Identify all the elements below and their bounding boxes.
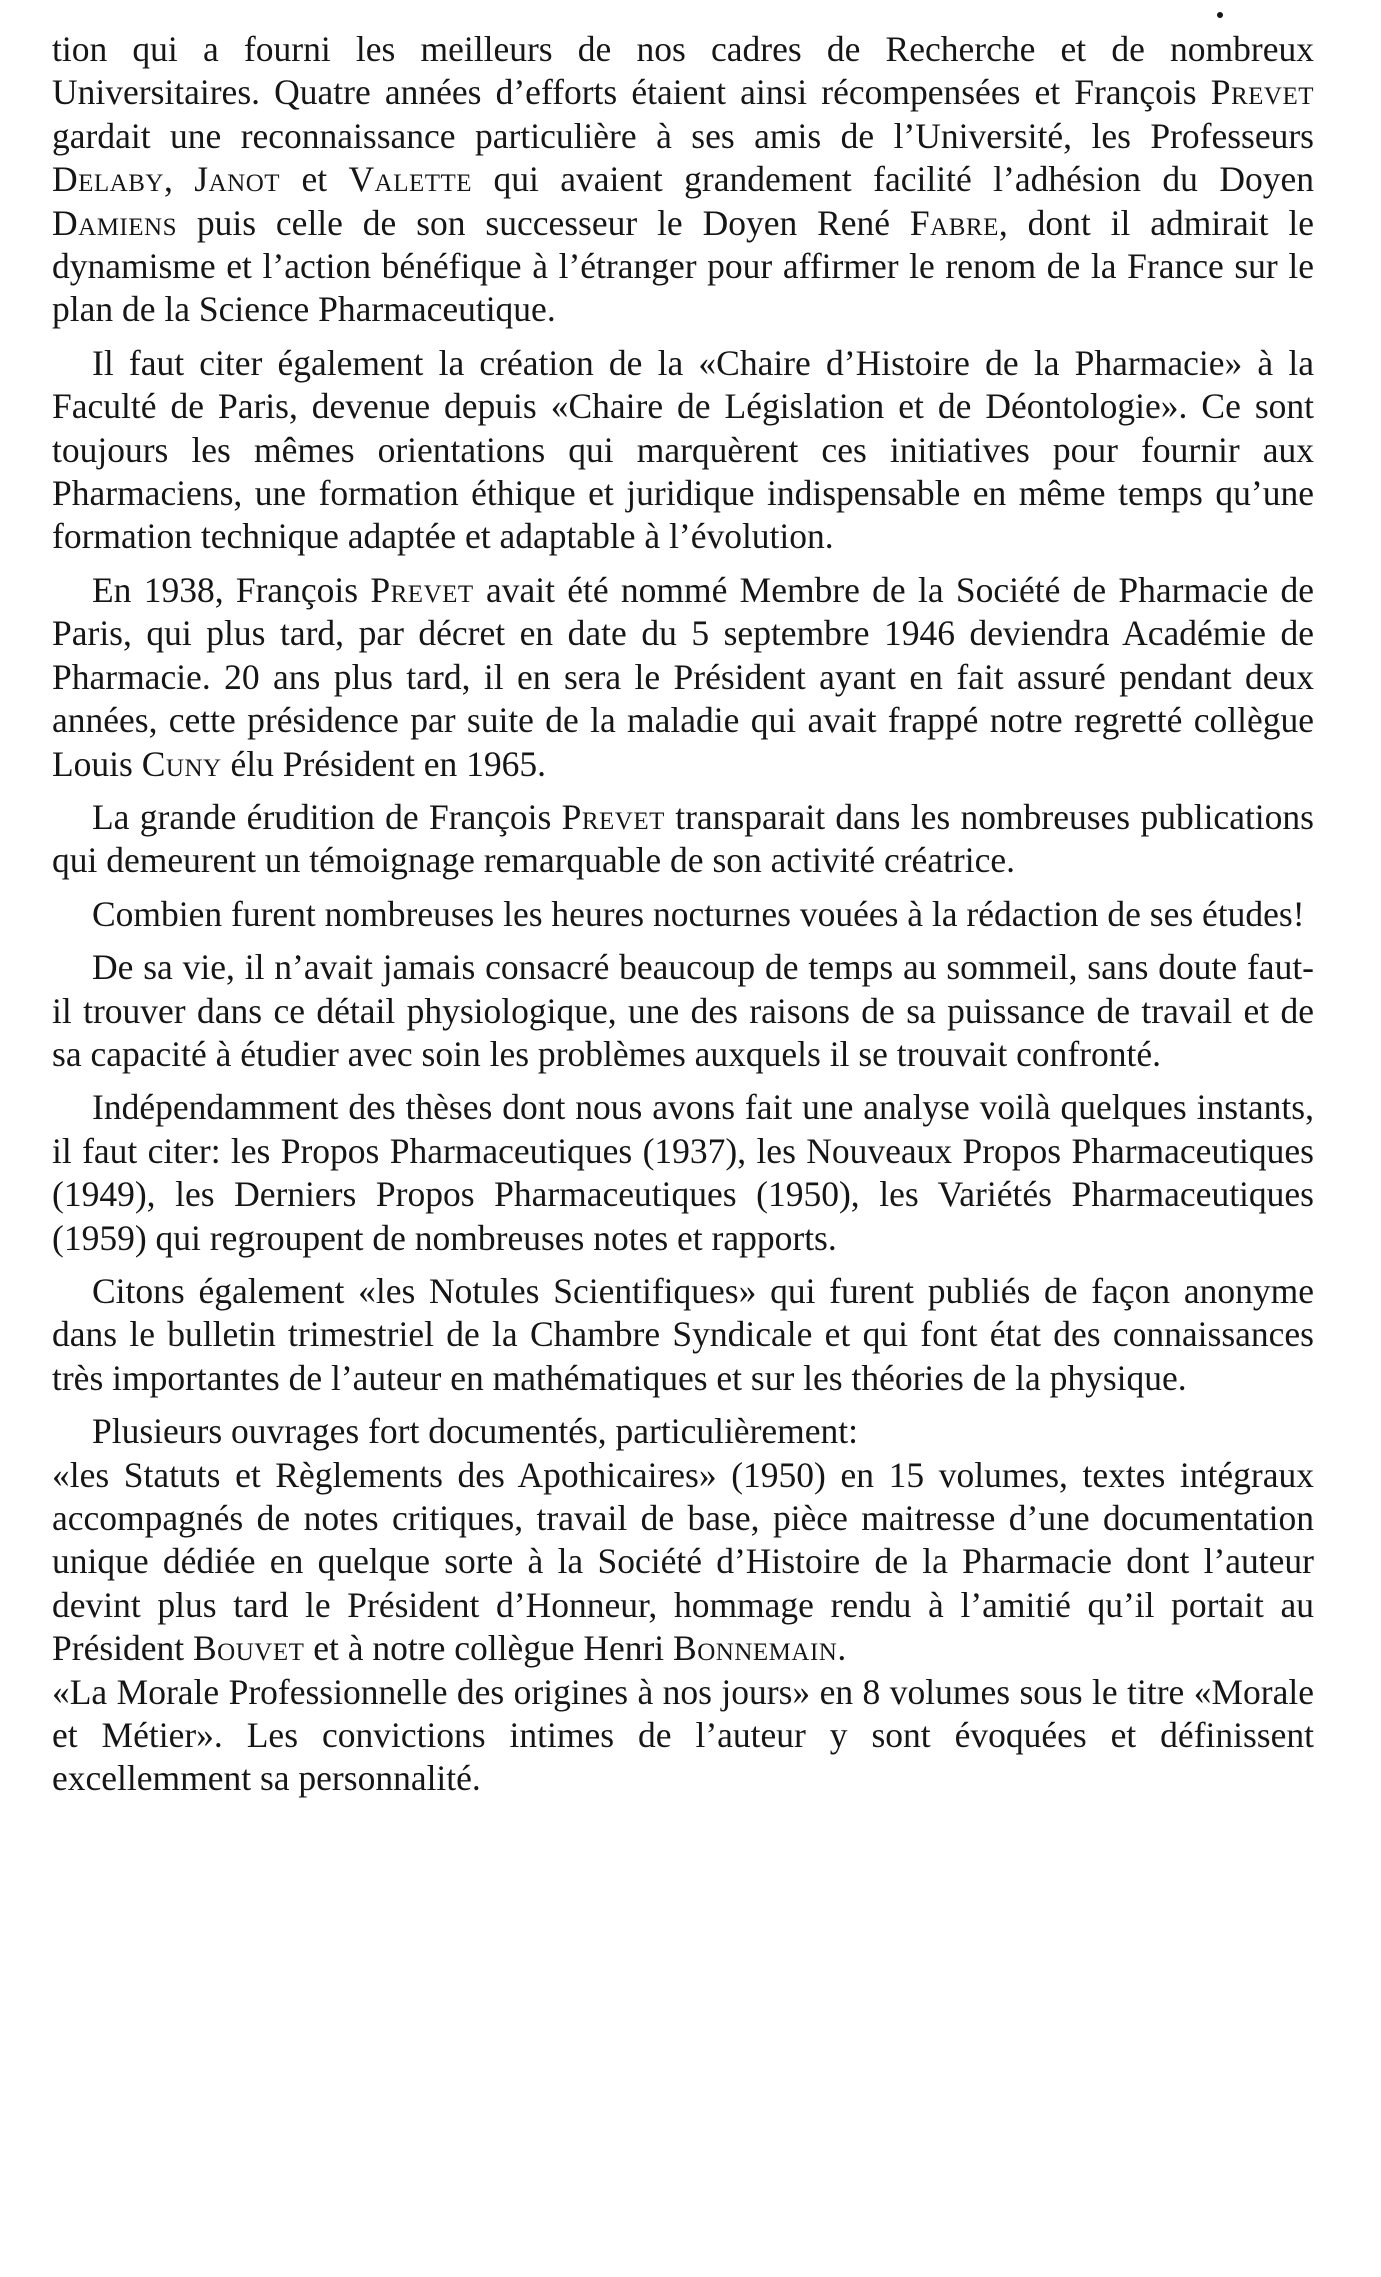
surname: Cuny — [141, 743, 222, 784]
paragraph-3 — [52, 569, 1314, 786]
paragraph-4 — [52, 796, 1314, 883]
surname: Delaby — [52, 159, 164, 200]
surname: Prevet — [370, 569, 474, 610]
segment: , dont il admirait le dynamisme et l’action bénéfique à l’étranger pour affirmer le renom de la France sur le plan de la Science Pharmaceutique. — [52, 202, 1314, 330]
segment: élu Président en 1965. — [221, 743, 546, 784]
paragraph-10 — [52, 1454, 1314, 1671]
surname: Valette — [348, 159, 473, 200]
segment: Plusieurs ouvrages fort documentés, particulièrement: — [92, 1411, 858, 1452]
segment: Combien furent nombreuses les heures nocturnes vouées à la rédaction de ses études! — [92, 893, 1305, 934]
segment: puis celle de son successeur le Doyen René — [176, 202, 910, 243]
surname: Bonnemain — [673, 1628, 838, 1669]
segment: et — [280, 159, 349, 200]
paragraph-11 — [52, 1671, 1314, 1801]
segment: avait été nommé Membre de la Société de Pharmacie de Paris, qui plus tard, par décret en date du 5 septembre 1946 deviendra Académie de Pharmacie. 20 ans plus tard, il en sera le Président ayant en fait assuré pendant deux années, cette présidence par suite de la maladie qui avait frappé notre regretté collègue Louis — [52, 569, 1314, 784]
segment: Il faut citer également la création de la «Chaire d’Histoire de la Pharmacie» à la Faculté de Paris, devenue depuis «Chaire de Législation et de Déontologie». Ce sont toujours les mêmes orientations qui marquèrent ces initiatives pour fournir aux Pharmaciens, une formation éthique et juridique indispensable en même temps qu’une formation technique adaptée et adaptable à l’évolution. — [52, 342, 1314, 557]
segment: «La Morale Professionnelle des origines à nos jours» en 8 volumes sous le titre «Morale et Métier». Les convictions intimes de l’auteur y sont évoquées et définissent excellemment sa personnalité. — [52, 1671, 1314, 1799]
surname: Bouvet — [193, 1628, 305, 1669]
paragraph-7 — [52, 1086, 1314, 1260]
segment: et à notre collègue Henri — [304, 1628, 674, 1669]
paragraph-5 — [52, 893, 1314, 936]
segment: La grande érudition de François — [92, 796, 562, 837]
segment: qui avaient grandement facilité l’adhésion du Doyen — [472, 159, 1315, 200]
paragraph-6 — [52, 946, 1314, 1076]
segment: De sa vie, il n’avait jamais consacré beaucoup de temps au sommeil, sans doute faut-il trouver dans ce détail physiologique, une des raisons de sa puissance de travail et de sa capacité à étudier avec soin les problèmes auxquels il se trouvait confronté. — [52, 947, 1314, 1074]
paragraph-8 — [52, 1270, 1314, 1400]
segment: transparait dans les nombreuses publications qui demeurent un témoignage remarquable de son activité créatrice. — [52, 796, 1314, 881]
segment: gardait une reconnaissance particulière à ses amis de l’Université, les Professeurs — [52, 115, 1314, 156]
segment: , — [163, 159, 195, 200]
surname: Fabre — [909, 202, 999, 243]
stray-print-dot — [1217, 12, 1223, 18]
paragraph-1 — [52, 28, 1314, 332]
segment: Citons également «les Notules Scientifiques» qui furent publiés de façon anonyme dans le bulletin trimestriel de la Chambre Syndicale et qui font état des connaissances très importantes de l’auteur en mathématiques et sur les théories de la physique. — [52, 1270, 1314, 1398]
surname: Prevet — [561, 796, 665, 837]
surname: Prevet — [1210, 72, 1314, 113]
segment: . — [837, 1628, 847, 1669]
segment: Indépendamment des thèses dont nous avons fait une analyse voilà quelques instants, il faut citer: les Propos Pharmaceutiques (1937), les Nouveaux Propos Pharmaceutiques (1949), les Derniers Propos Pharmaceutiques (1950), les Variétés Pharmaceutiques (1959) qui regroupent de nombreuses notes et rapports. — [52, 1087, 1314, 1258]
paragraph-2 — [52, 342, 1314, 559]
paragraph-9 — [52, 1410, 1314, 1453]
surname: Janot — [194, 159, 281, 200]
segment: En 1938, François — [92, 569, 371, 610]
segment: tion qui a fourni les meilleurs de nos cadres de Recherche et de nombreux Universitaires. Quatre années d’efforts étaient ainsi récompensées et François — [52, 29, 1314, 113]
surname: Damiens — [52, 202, 177, 243]
document-body — [52, 28, 1314, 1811]
segment: «les Statuts et Règlements des Apothicaires» (1950) en 15 volumes, textes intégraux accompagnés de notes critiques, travail de base, pièce maitresse d’une documentation unique dédiée en quelque sorte à la Société d’Histoire de la Pharmacie dont l’auteur devint plus tard le Président d’Honneur, hommage rendu à l’amitié qu’il portait au Président — [52, 1454, 1314, 1669]
